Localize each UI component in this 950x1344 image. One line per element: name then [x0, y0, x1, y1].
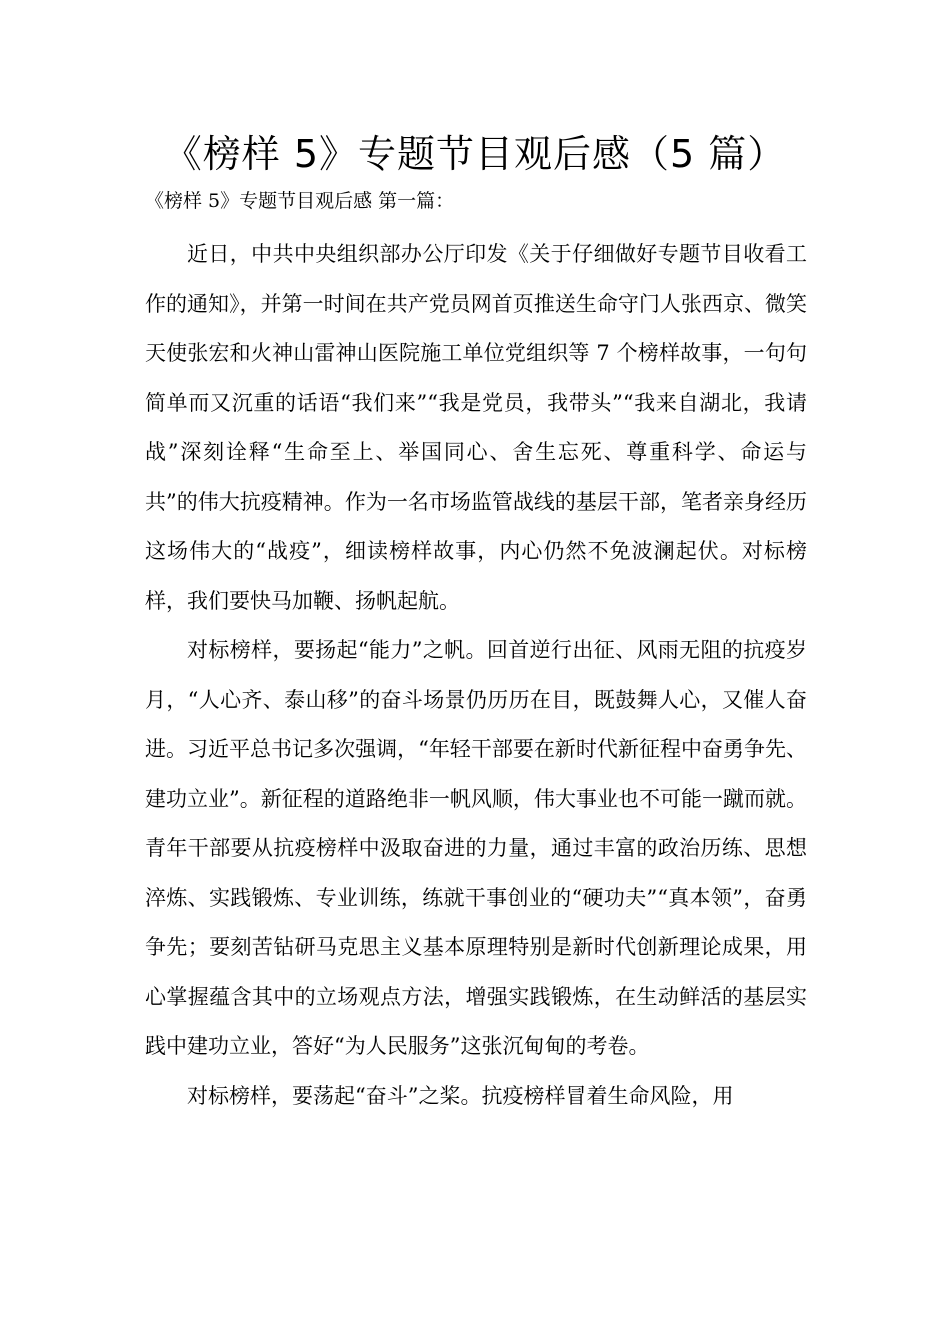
paragraph-3: 对标榜样，要荡起“奋斗”之桨。抗疫榜样冒着生命风险，用	[187, 1083, 734, 1108]
paragraph-2: 对标榜样，要扬起“能力”之帆。回首逆行出征、风雨无阻的抗疫岁月，“人心齐、泰山移”的奋斗场景仍历历在目，既鼓舞人心，又催人奋进。习近平总书记多次强调，“年轻干部要在新时代新征程中奋勇争先、建功立业”。新征程的道路绝非一帆风顺，伟大事业也不可能一蹴而就。青年干部要从抗疫榜样中汲取奋进的力量，通过丰富的政治历练、思想淬炼、实践锻炼、专业训练，练就干事创业的“硬功夫”“真本领”，奋勇争先；要刻苦钻研马克思主义基本原理特别是新时代创新理论成果，用心掌握蕴含其中的立场观点方法，增强实践锻炼，在生动鲜活的基层实践中建功立业，答好“为人民服务”这张沉甸甸的考卷。	[145, 638, 807, 1058]
document-body	[145, 230, 807, 1121]
section-heading: 《榜样 5》专题节目观后感 第一篇：	[145, 190, 455, 212]
document-title: 《榜样 5》专题节目观后感（5 篇）	[163, 132, 787, 176]
paragraph-1: 近日，中共中央组织部办公厅印发《关于仔细做好专题节目收看工作的通知》，并第一时间在共产党员网首页推送生命守门人张西京、微笑天使张宏和火神山雷神山医院施工单位党组织等 7 个榜样故事，一句句简单而又沉重的话语“我们来”“我是党员，我带头”“我来自湖北，我请战”深刻诠释“生命至上、举国同心、舍生忘死、尊重科学、命运与共”的伟大抗疫精神。作为一名市场监管战线的基层干部，笔者亲身经历这场伟大的“战疫”，细读榜样故事，内心仍然不免波澜起伏。对标榜样，我们要快马加鞭、扬帆起航。	[145, 242, 807, 613]
